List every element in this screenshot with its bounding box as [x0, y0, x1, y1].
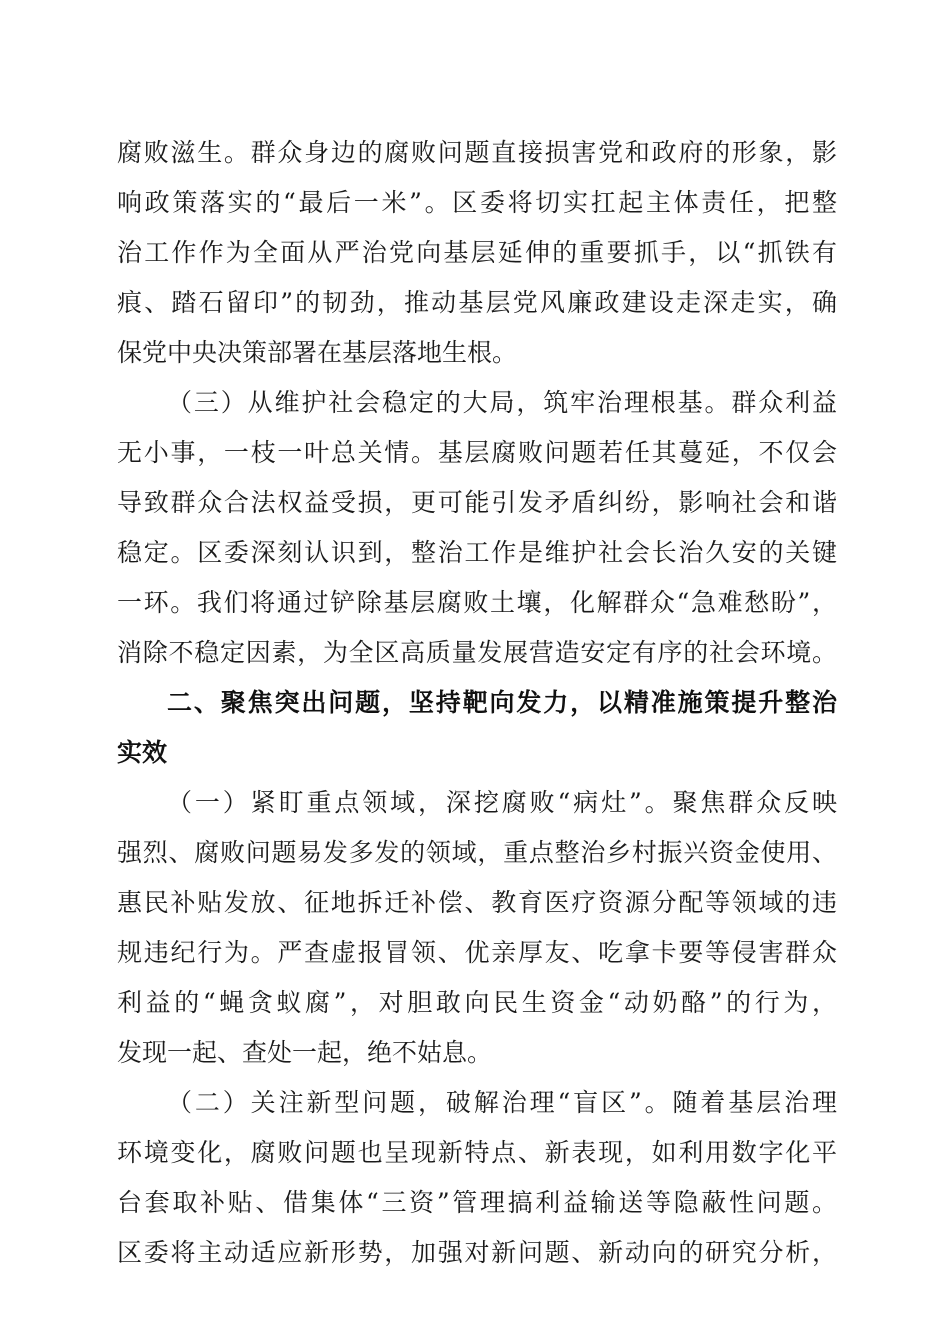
section-heading-line: 实效 [117, 738, 168, 767]
paragraph-line: 无小事，一枝一叶总关情。基层腐败问题若任其蔓延，不仅会 [117, 438, 837, 467]
subsection-line: （二）关注新型问题，破解治理“盲区”。随着基层治理 [167, 1088, 837, 1117]
subsection-line: （一）紧盯重点领域，深挖腐败“病灶”。聚焦群众反映 [167, 788, 837, 817]
paragraph-line: 稳定。区委深刻认识到，整治工作是维护社会长治久安的关键 [117, 538, 837, 567]
paragraph-line: 痕、踏石留印”的韧劲，推动基层党风廉政建设走深走实，确 [117, 288, 837, 317]
paragraph-line: 发现一起、查处一起，绝不姑息。 [117, 1038, 493, 1067]
paragraph-line: 治工作作为全面从严治党向基层延伸的重要抓手，以“抓铁有 [117, 238, 837, 267]
paragraph-line: 响政策落实的“最后一米”。区委将切实扛起主体责任，把整 [117, 188, 837, 217]
paragraph-line: 环境变化，腐败问题也呈现新特点、新表现，如利用数字化平 [117, 1138, 837, 1167]
paragraph-line: 区委将主动适应新形势，加强对新问题、新动向的研究分析， [117, 1238, 837, 1267]
paragraph-line: 台套取补贴、借集体“三资”管理搞利益输送等隐蔽性问题。 [117, 1188, 837, 1217]
paragraph-line: 导致群众合法权益受损，更可能引发矛盾纠纷，影响社会和谐 [117, 488, 837, 517]
paragraph-line: 一环。我们将通过铲除基层腐败土壤，化解群众“急难愁盼”， [117, 588, 837, 617]
section-heading-line: 二、聚焦突出问题，坚持靶向发力，以精准施策提升整治 [167, 688, 837, 717]
paragraph-line: 惠民补贴发放、征地拆迁补偿、教育医疗资源分配等领域的违 [117, 888, 837, 917]
subsection-line: （三）从维护社会稳定的大局，筑牢治理根基。群众利益 [167, 388, 837, 417]
paragraph-line: 规违纪行为。严查虚报冒领、优亲厚友、吃拿卡要等侵害群众 [117, 938, 837, 967]
paragraph-line: 利益的“蝇贪蚁腐”，对胆敢向民生资金“动奶酪”的行为， [117, 988, 837, 1017]
paragraph-line: 消除不稳定因素，为全区高质量发展营造安定有序的社会环境。 [117, 638, 837, 667]
paragraph-line: 腐败滋生。群众身边的腐败问题直接损害党和政府的形象，影 [117, 138, 837, 167]
paragraph-line: 强烈、腐败问题易发多发的领域，重点整治乡村振兴资金使用、 [117, 838, 837, 867]
paragraph-line: 保党中央决策部署在基层落地生根。 [117, 338, 518, 367]
